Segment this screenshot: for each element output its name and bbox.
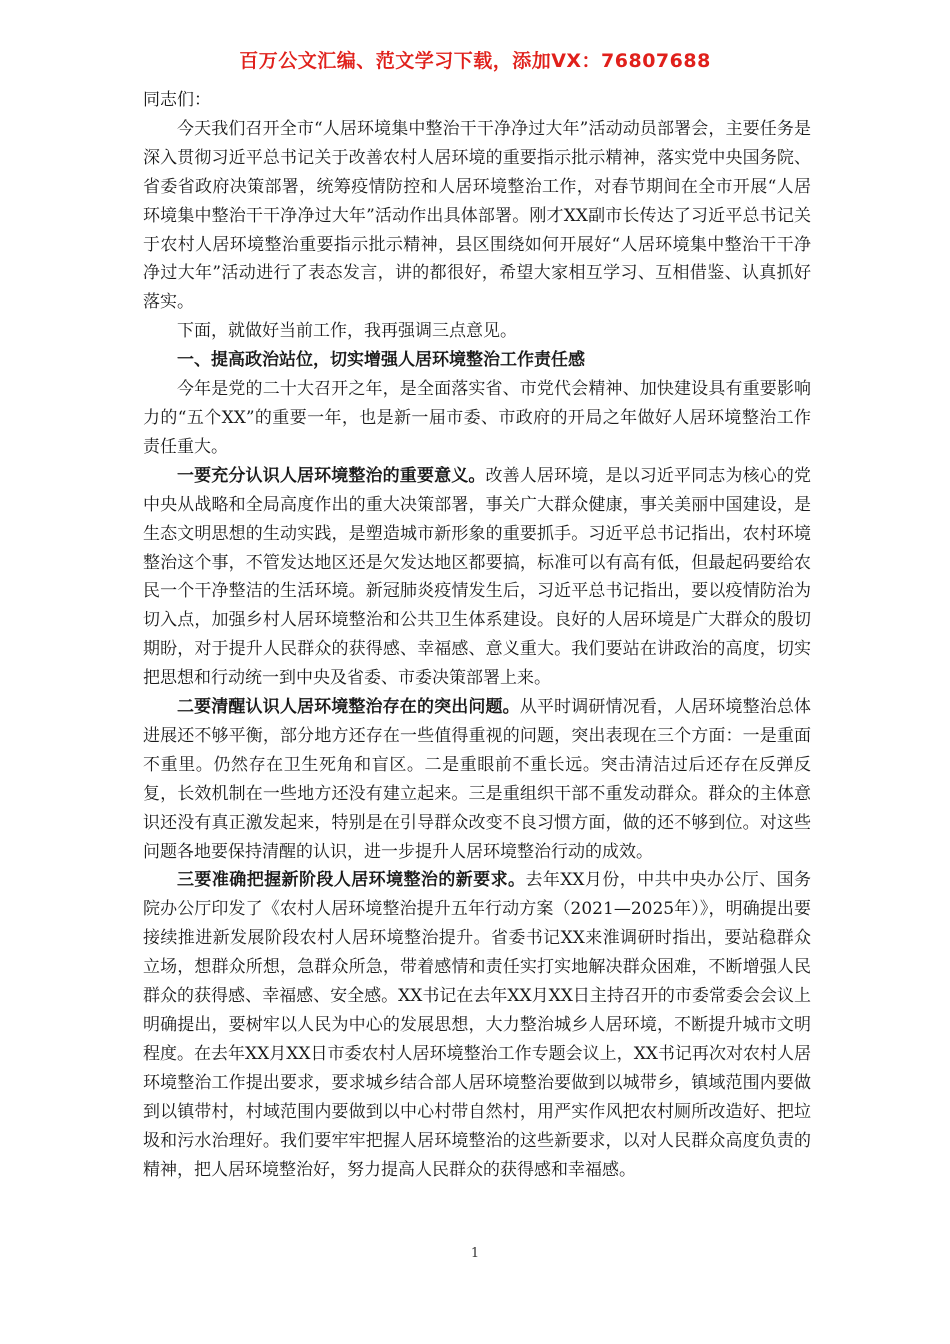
paragraph-point-3 [143,866,811,1184]
paragraph-section-1-intro: 今年是党的二十大召开之年，是全面落实省、市党代会精神、加快建设具有重要影响力的“五个XX”的重要一年，也是新一届市委、市政府的开局之年做好人居环境整治工作责任重大。 [143,379,811,457]
page-number: 1 [470,1246,480,1261]
point-3-lead: 三要准确把握新阶段人居环境整治的新要求。 [177,870,526,891]
paragraph-point-1 [143,462,811,693]
point-1-lead: 一要充分认识人居环境整治的重要意义。 [177,465,486,486]
point-1-body: 改善人居环境，是以习近平同志为核心的党中央从战略和全局高度作出的重大决策部署，事关广大群众健康，事关美丽中国建设，是生态文明思想的生动实践，是塑造城市新形象的重要抓手。习近平总书记指出，农村环境整治这个事，不管发达地区还是欠发达地区都要搞，标准可以有高有低，但最起码要给农民一个干净整洁的生活环境。新冠肺炎疫情发生后，习近平总书记指出，要以疫情防治为切入点，加强乡村人居环境整治和公共卫生体系建设。良好的人居环境是广大群众的殷切期盼，对于提升人民群众的获得感、幸福感、意义重大。我们要站在讲政治的高度，切实把思想和行动统一到中央及省委、市委决策部署上来。 [143,465,811,689]
paragraph-intro-2: 下面，就做好当前工作，我再强调三点意见。 [177,321,517,342]
point-2-body: 从平时调研情况看，人居环境整治总体进展还不够平衡，部分地方还存在一些值得重视的问题，突出表现在三个方面：一是重面不重里。仍然存在卫生死角和盲区。二是重眼前不重长远。突击清洁过后还存在反弹反复，长效机制在一些地方还没有建立起来。三是重组织干部不重发动群众。群众的主体意识还没有真正激发起来，特别是在引导群众改变不良习惯方面，做的还不够到位。对这些问题各地要保持清醒的认识，进一步提升人居环境整治行动的成效。 [143,697,812,862]
point-2-lead: 二要清醒认识人居环境整治存在的突出问题。 [177,697,520,718]
point-3-body: 去年XX月份，中共中央办公厅、国务院办公厅印发了《农村人居环境整治提升五年行动方案（2021—2025年）》，明确提出要接续推进新发展阶段农村人居环境整治提升。省委书记XX来淮调研时指出，要站稳群众立场，想群众所想，急群众所急，带着感情和责任实打实地解决群众困难，不断增强人民群众的获得感、幸福感、安全感。XX书记在去年XX月XX日主持召开的市委常委会会议上明确提出，要树牢以人民为中心的发展思想，大力整治城乡人居环境，不断提升城市文明程度。在去年XX月XX日市委农村人居环境整治工作专题会议上，XX书记再次对农村人居环境整治工作提出要求，要求城乡结合部人居环境整治要做到以城带乡，镇域范围内要做到以镇带村，村域范围内要做到以中心村带自然村，用严实作风把农村厕所改造好、把垃圾和污水治理好。我们要牢牢把握人居环境整治的这些新要求，以对人民群众高度负责的精神，把人居环境整治好，努力提高人民群众的获得感和幸福感。 [143,870,811,1180]
paragraph-point-2 [143,693,811,866]
header-banner: 百万公文汇编、范文学习下载，添加VX：76807688 [239,50,711,72]
document-body [143,86,811,1184]
greeting: 同志们： [143,90,211,110]
section-1-title: 一、提高政治站位，切实增强人居环境整治工作责任感 [177,350,585,371]
paragraph-intro-1: 今天我们召开全市“人居环境集中整治干干净净过大年”活动动员部署会，主要任务是深入贯彻习近平总书记关于改善农村人居环境的重要指示批示精神，落实党中央国务院、省委省政府决策部署，统筹疫情防控和人居环境整治工作，对春节期间在全市开展“人居环境集中整治干干净净过大年”活动作出具体部署。刚才XX副市长传达了习近平总书记关于农村人居环境整治重要指示批示精神，县区围绕如何开展好“人居环境集中整治干干净净过大年”活动进行了表态发言，讲的都很好，希望大家相互学习、互相借鉴、认真抓好落实。 [143,118,811,313]
